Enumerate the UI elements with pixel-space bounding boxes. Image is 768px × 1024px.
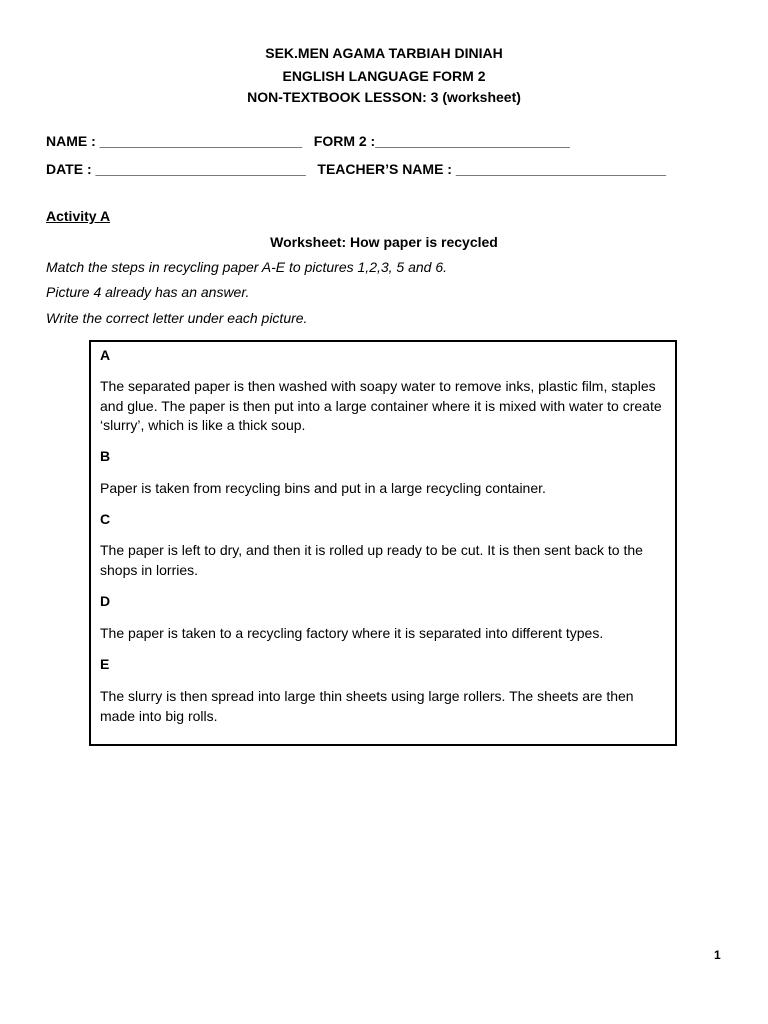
step-letter: A: [100, 347, 111, 363]
lesson-title: NON-TEXTBOOK LESSON: 3 (worksheet): [247, 89, 521, 105]
step-text: Paper is taken from recycling bins and put in a large recycling container.: [100, 480, 546, 496]
step-letter: D: [100, 593, 111, 609]
name-form-field-line: NAME : __________________________ FORM 2 :_________________________: [46, 133, 570, 149]
step-letter: B: [100, 448, 111, 464]
step-letter: C: [100, 511, 111, 527]
step-text: The paper is taken to a recycling factory where it is separated into different types.: [100, 625, 604, 641]
instruction-line: Match the steps in recycling paper A-E to pictures 1,2,3, 5 and 6.: [46, 259, 448, 275]
page-number: 1: [714, 948, 721, 962]
instruction-line: Picture 4 already has an answer.: [46, 284, 250, 300]
step-text: The separated paper is then washed with soapy water to remove inks, plastic film, staples and glue. The paper is then put into a large container where it is mixed with water to create ‘slurry’, which is like a thick soup.: [100, 378, 662, 433]
step-text: The slurry is then spread into large thin sheets using large rollers. The sheets are then made into big rolls.: [100, 688, 634, 724]
date-teacher-field-line: DATE : ___________________________ TEACHER’S NAME : ___________________________: [46, 161, 667, 177]
subject-title: ENGLISH LANGUAGE FORM 2: [282, 68, 486, 84]
activity-heading: Activity A: [46, 208, 111, 224]
step-letter: E: [100, 656, 110, 672]
instruction-line: Write the correct letter under each picture.: [46, 310, 308, 326]
school-name: SEK.MEN AGAMA TARBIAH DINIAH: [265, 45, 503, 61]
step-text: The paper is left to dry, and then it is rolled up ready to be cut. It is then sent back to the shops in lorries.: [100, 542, 643, 578]
worksheet-title: Worksheet: How paper is recycled: [270, 234, 498, 250]
